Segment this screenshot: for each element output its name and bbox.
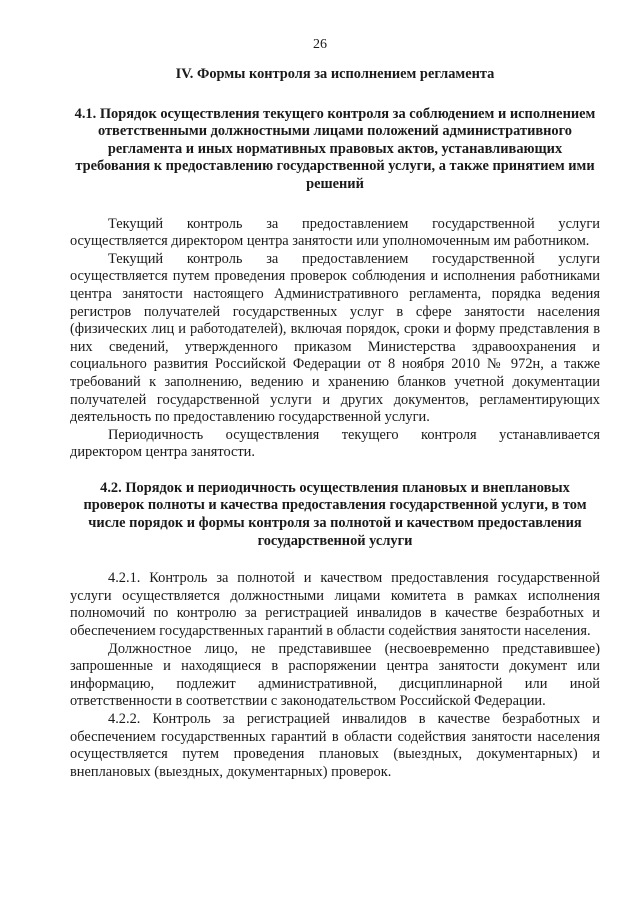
paragraph: 4.2.2. Контроль за регистрацией инвалидов в качестве безработных и обеспечением государственных гарантий в области содействия занятости населения осуществляется путем проведения плановых (выездных, документарных) и внеплановых (выездных, документарных) проверок.: [70, 711, 600, 780]
paragraph: Периодичность осуществления текущего контроля устанавливается директором центра занятости.: [70, 426, 600, 461]
paragraph: Должностное лицо, не представившее (несвоевременно представившее) запрошенные и находящиеся в распоряжении центра занятости документ или информацию, подлежит административной, дисциплинарной или иной ответственности в соответствии с законодательством Российской Федерации.: [70, 640, 600, 710]
subsection-4-2-title: 4.2. Порядок и периодичность осуществления плановых и внеплановых проверок полноты и качества предоставления государственной услуги, в том числе порядок и формы контроля за полнотой и качеством предоставления государственной услуги: [83, 479, 587, 549]
page-number: 26: [313, 37, 327, 52]
paragraph: 4.2.1. Контроль за полнотой и качеством предоставления государственной услуги осуществляется должностными лицами комитета в рамках исполнения полномочий по контролю за регистрацией инвалидов в качестве безработных и обеспечением государственных гарантий в области содействия занятости населения.: [70, 570, 600, 640]
section-title: IV. Формы контроля за исполнением регламента: [175, 66, 495, 82]
paragraph: Текущий контроль за предоставлением государственной услуги осуществляется директором центра занятости или уполномоченным им работником.: [70, 215, 600, 250]
paragraph: Текущий контроль за предоставлением государственной услуги осуществляется путем проведения проверок соблюдения и исполнения работниками центра занятости настоящего Административного регламента, порядка ведения регистров получателей государственных услуг в сфере занятости населения (физических лиц и работодателей), включая порядок, сроки и форму представления в них сведений, утвержденного приказом Министерства здравоохранения и социального развития Российской Федерации от 8 ноября 2010 № 972н, а также требований к заполнению, ведению и хранению бланков учетной документации получателей государственной услуги и других документов, регламентирующих деятельность по предоставлению государственной услуги.: [70, 250, 600, 426]
subsection-4-1-title: 4.1. Порядок осуществления текущего контроля за соблюдением и исполнением ответственными должностными лицами положений административного регламента и иных нормативных правовых актов, устанавливающих требования к предоставлению государственной услуги, а также принятием ими решений: [74, 105, 596, 192]
page-content: [70, 66, 600, 781]
